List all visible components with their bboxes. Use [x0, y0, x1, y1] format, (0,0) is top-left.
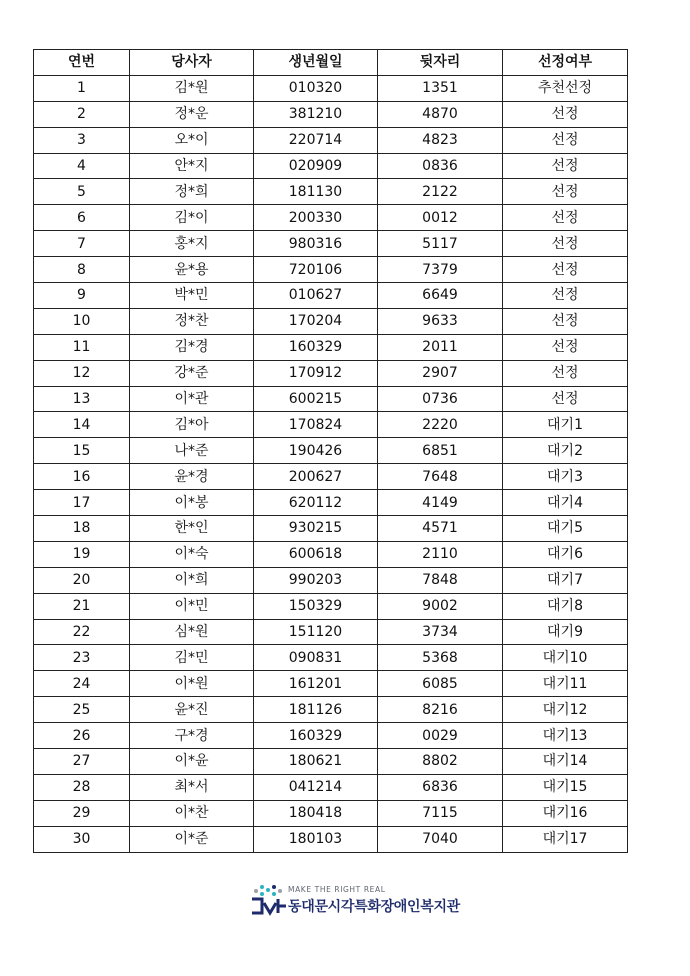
cell-selection-status: 대기12	[503, 697, 628, 723]
cell-birthdate: 200627	[254, 464, 378, 490]
header-person: 당사자	[130, 50, 254, 76]
cell-person: 나*준	[130, 438, 254, 464]
cell-birthdate: 600618	[254, 541, 378, 567]
table-row	[34, 360, 628, 386]
cell-selection-status: 대기14	[503, 749, 628, 775]
cell-id-suffix: 8216	[378, 697, 503, 723]
cell-person: 김*민	[130, 645, 254, 671]
cell-birthdate: 041214	[254, 774, 378, 800]
cell-id-suffix: 4149	[378, 490, 503, 516]
table-row	[34, 774, 628, 800]
table-row	[34, 75, 628, 101]
cell-person: 심*원	[130, 619, 254, 645]
cell-person: 구*경	[130, 723, 254, 749]
cell-id-suffix: 7848	[378, 567, 503, 593]
cell-birthdate: 181126	[254, 697, 378, 723]
logo-org-name: 동대문시각특화장애인복지관	[288, 899, 460, 915]
cell-person: 윤*용	[130, 257, 254, 283]
table-row	[34, 516, 628, 542]
cell-id-suffix: 7115	[378, 800, 503, 826]
cell-serial: 2	[34, 101, 130, 127]
header-serial: 연번	[34, 50, 130, 76]
cell-person: 이*찬	[130, 800, 254, 826]
cell-selection-status: 대기13	[503, 723, 628, 749]
cell-selection-status: 선정	[503, 257, 628, 283]
cell-birthdate: 010627	[254, 283, 378, 309]
cell-selection-status: 선정	[503, 308, 628, 334]
cell-birthdate: 010320	[254, 75, 378, 101]
cell-birthdate: 180103	[254, 826, 378, 852]
cell-id-suffix: 1351	[378, 75, 503, 101]
cell-serial: 16	[34, 464, 130, 490]
table-row	[34, 464, 628, 490]
cell-id-suffix: 6851	[378, 438, 503, 464]
cell-id-suffix: 2220	[378, 412, 503, 438]
cell-person: 이*민	[130, 593, 254, 619]
cell-person: 김*이	[130, 205, 254, 231]
cell-serial: 5	[34, 179, 130, 205]
cell-birthdate: 180621	[254, 749, 378, 775]
cell-person: 오*이	[130, 127, 254, 153]
cell-person: 이*원	[130, 671, 254, 697]
cell-birthdate: 170824	[254, 412, 378, 438]
cell-serial: 25	[34, 697, 130, 723]
cell-id-suffix: 0836	[378, 153, 503, 179]
cell-id-suffix: 9002	[378, 593, 503, 619]
table-header-row	[34, 50, 628, 76]
table-row	[34, 386, 628, 412]
cell-id-suffix: 7040	[378, 826, 503, 852]
cell-selection-status: 선정	[503, 179, 628, 205]
cell-serial: 8	[34, 257, 130, 283]
table-row	[34, 283, 628, 309]
cell-birthdate: 990203	[254, 567, 378, 593]
table-row	[34, 541, 628, 567]
cell-selection-status: 선정	[503, 334, 628, 360]
cell-selection-status: 선정	[503, 360, 628, 386]
cell-person: 김*경	[130, 334, 254, 360]
cell-selection-status: 대기8	[503, 593, 628, 619]
cell-id-suffix: 0029	[378, 723, 503, 749]
cell-selection-status: 대기15	[503, 774, 628, 800]
table-row	[34, 127, 628, 153]
table-row	[34, 826, 628, 852]
cell-serial: 15	[34, 438, 130, 464]
table-body	[34, 75, 628, 852]
cell-person: 정*찬	[130, 308, 254, 334]
table-row	[34, 205, 628, 231]
cell-serial: 17	[34, 490, 130, 516]
cell-person: 안*지	[130, 153, 254, 179]
cell-birthdate: 190426	[254, 438, 378, 464]
cell-birthdate: 020909	[254, 153, 378, 179]
cell-id-suffix: 2011	[378, 334, 503, 360]
cell-person: 이*숙	[130, 541, 254, 567]
cell-person: 김*아	[130, 412, 254, 438]
table-row	[34, 179, 628, 205]
table-row	[34, 619, 628, 645]
table-row	[34, 697, 628, 723]
cell-person: 정*운	[130, 101, 254, 127]
cell-id-suffix: 2907	[378, 360, 503, 386]
cell-id-suffix: 5117	[378, 231, 503, 257]
cell-selection-status: 대기5	[503, 516, 628, 542]
cell-selection-status: 추천선정	[503, 75, 628, 101]
table-row	[34, 567, 628, 593]
cell-selection-status: 대기1	[503, 412, 628, 438]
cell-birthdate: 200330	[254, 205, 378, 231]
cell-birthdate: 720106	[254, 257, 378, 283]
logo-mark-icon	[250, 895, 288, 917]
header-selection-status: 선정여부	[503, 50, 628, 76]
cell-selection-status: 대기11	[503, 671, 628, 697]
cell-selection-status: 대기16	[503, 800, 628, 826]
cell-serial: 1	[34, 75, 130, 101]
table-row	[34, 645, 628, 671]
cell-id-suffix: 7648	[378, 464, 503, 490]
cell-serial: 12	[34, 360, 130, 386]
cell-person: 윤*경	[130, 464, 254, 490]
cell-birthdate: 180418	[254, 800, 378, 826]
cell-serial: 27	[34, 749, 130, 775]
cell-id-suffix: 6649	[378, 283, 503, 309]
cell-selection-status: 선정	[503, 283, 628, 309]
cell-id-suffix: 6836	[378, 774, 503, 800]
cell-id-suffix: 8802	[378, 749, 503, 775]
table-row	[34, 153, 628, 179]
cell-selection-status: 대기2	[503, 438, 628, 464]
cell-selection-status: 선정	[503, 153, 628, 179]
cell-serial: 23	[34, 645, 130, 671]
cell-serial: 4	[34, 153, 130, 179]
cell-id-suffix: 4823	[378, 127, 503, 153]
cell-serial: 30	[34, 826, 130, 852]
cell-serial: 11	[34, 334, 130, 360]
cell-id-suffix: 2122	[378, 179, 503, 205]
cell-birthdate: 090831	[254, 645, 378, 671]
cell-id-suffix: 2110	[378, 541, 503, 567]
cell-birthdate: 381210	[254, 101, 378, 127]
cell-selection-status: 선정	[503, 205, 628, 231]
cell-birthdate: 160329	[254, 334, 378, 360]
cell-birthdate: 161201	[254, 671, 378, 697]
cell-serial: 18	[34, 516, 130, 542]
cell-birthdate: 150329	[254, 593, 378, 619]
cell-person: 홍*지	[130, 231, 254, 257]
table-row	[34, 723, 628, 749]
cell-birthdate: 620112	[254, 490, 378, 516]
cell-selection-status: 대기3	[503, 464, 628, 490]
cell-birthdate: 160329	[254, 723, 378, 749]
selection-table	[33, 49, 628, 853]
cell-serial: 26	[34, 723, 130, 749]
cell-id-suffix: 0736	[378, 386, 503, 412]
organization-logo	[248, 881, 498, 921]
cell-serial: 13	[34, 386, 130, 412]
cell-birthdate: 600215	[254, 386, 378, 412]
cell-selection-status: 대기4	[503, 490, 628, 516]
cell-selection-status: 선정	[503, 101, 628, 127]
cell-id-suffix: 4571	[378, 516, 503, 542]
cell-serial: 24	[34, 671, 130, 697]
cell-person: 정*희	[130, 179, 254, 205]
table-row	[34, 438, 628, 464]
cell-selection-status: 대기10	[503, 645, 628, 671]
table-row	[34, 749, 628, 775]
table-row	[34, 490, 628, 516]
table-row	[34, 412, 628, 438]
cell-birthdate: 151120	[254, 619, 378, 645]
cell-selection-status: 선정	[503, 127, 628, 153]
cell-id-suffix: 4870	[378, 101, 503, 127]
cell-person: 이*준	[130, 826, 254, 852]
cell-serial: 3	[34, 127, 130, 153]
cell-id-suffix: 5368	[378, 645, 503, 671]
table-row	[34, 334, 628, 360]
cell-serial: 10	[34, 308, 130, 334]
cell-id-suffix: 9633	[378, 308, 503, 334]
table-row	[34, 101, 628, 127]
logo-tagline: MAKE THE RIGHT REAL	[288, 885, 386, 894]
cell-selection-status: 대기17	[503, 826, 628, 852]
cell-id-suffix: 7379	[378, 257, 503, 283]
cell-serial: 21	[34, 593, 130, 619]
table-row	[34, 593, 628, 619]
table-row	[34, 671, 628, 697]
cell-serial: 29	[34, 800, 130, 826]
cell-selection-status: 대기9	[503, 619, 628, 645]
cell-person: 이*윤	[130, 749, 254, 775]
cell-serial: 20	[34, 567, 130, 593]
cell-birthdate: 930215	[254, 516, 378, 542]
cell-selection-status: 대기6	[503, 541, 628, 567]
cell-person: 박*민	[130, 283, 254, 309]
cell-serial: 9	[34, 283, 130, 309]
cell-serial: 7	[34, 231, 130, 257]
table-row	[34, 231, 628, 257]
cell-serial: 19	[34, 541, 130, 567]
cell-birthdate: 170912	[254, 360, 378, 386]
cell-birthdate: 980316	[254, 231, 378, 257]
table-row	[34, 800, 628, 826]
cell-serial: 6	[34, 205, 130, 231]
cell-person: 윤*진	[130, 697, 254, 723]
cell-id-suffix: 3734	[378, 619, 503, 645]
header-birthdate: 생년월일	[254, 50, 378, 76]
cell-person: 이*봉	[130, 490, 254, 516]
cell-person: 김*원	[130, 75, 254, 101]
table-row	[34, 308, 628, 334]
cell-person: 최*서	[130, 774, 254, 800]
cell-birthdate: 181130	[254, 179, 378, 205]
cell-selection-status: 선정	[503, 386, 628, 412]
cell-selection-status: 선정	[503, 231, 628, 257]
header-id-suffix: 뒷자리	[378, 50, 503, 76]
cell-id-suffix: 0012	[378, 205, 503, 231]
cell-birthdate: 220714	[254, 127, 378, 153]
cell-birthdate: 170204	[254, 308, 378, 334]
cell-serial: 22	[34, 619, 130, 645]
cell-person: 이*희	[130, 567, 254, 593]
cell-person: 강*준	[130, 360, 254, 386]
cell-person: 한*인	[130, 516, 254, 542]
table-row	[34, 257, 628, 283]
cell-serial: 28	[34, 774, 130, 800]
cell-person: 이*관	[130, 386, 254, 412]
cell-id-suffix: 6085	[378, 671, 503, 697]
cell-selection-status: 대기7	[503, 567, 628, 593]
cell-serial: 14	[34, 412, 130, 438]
